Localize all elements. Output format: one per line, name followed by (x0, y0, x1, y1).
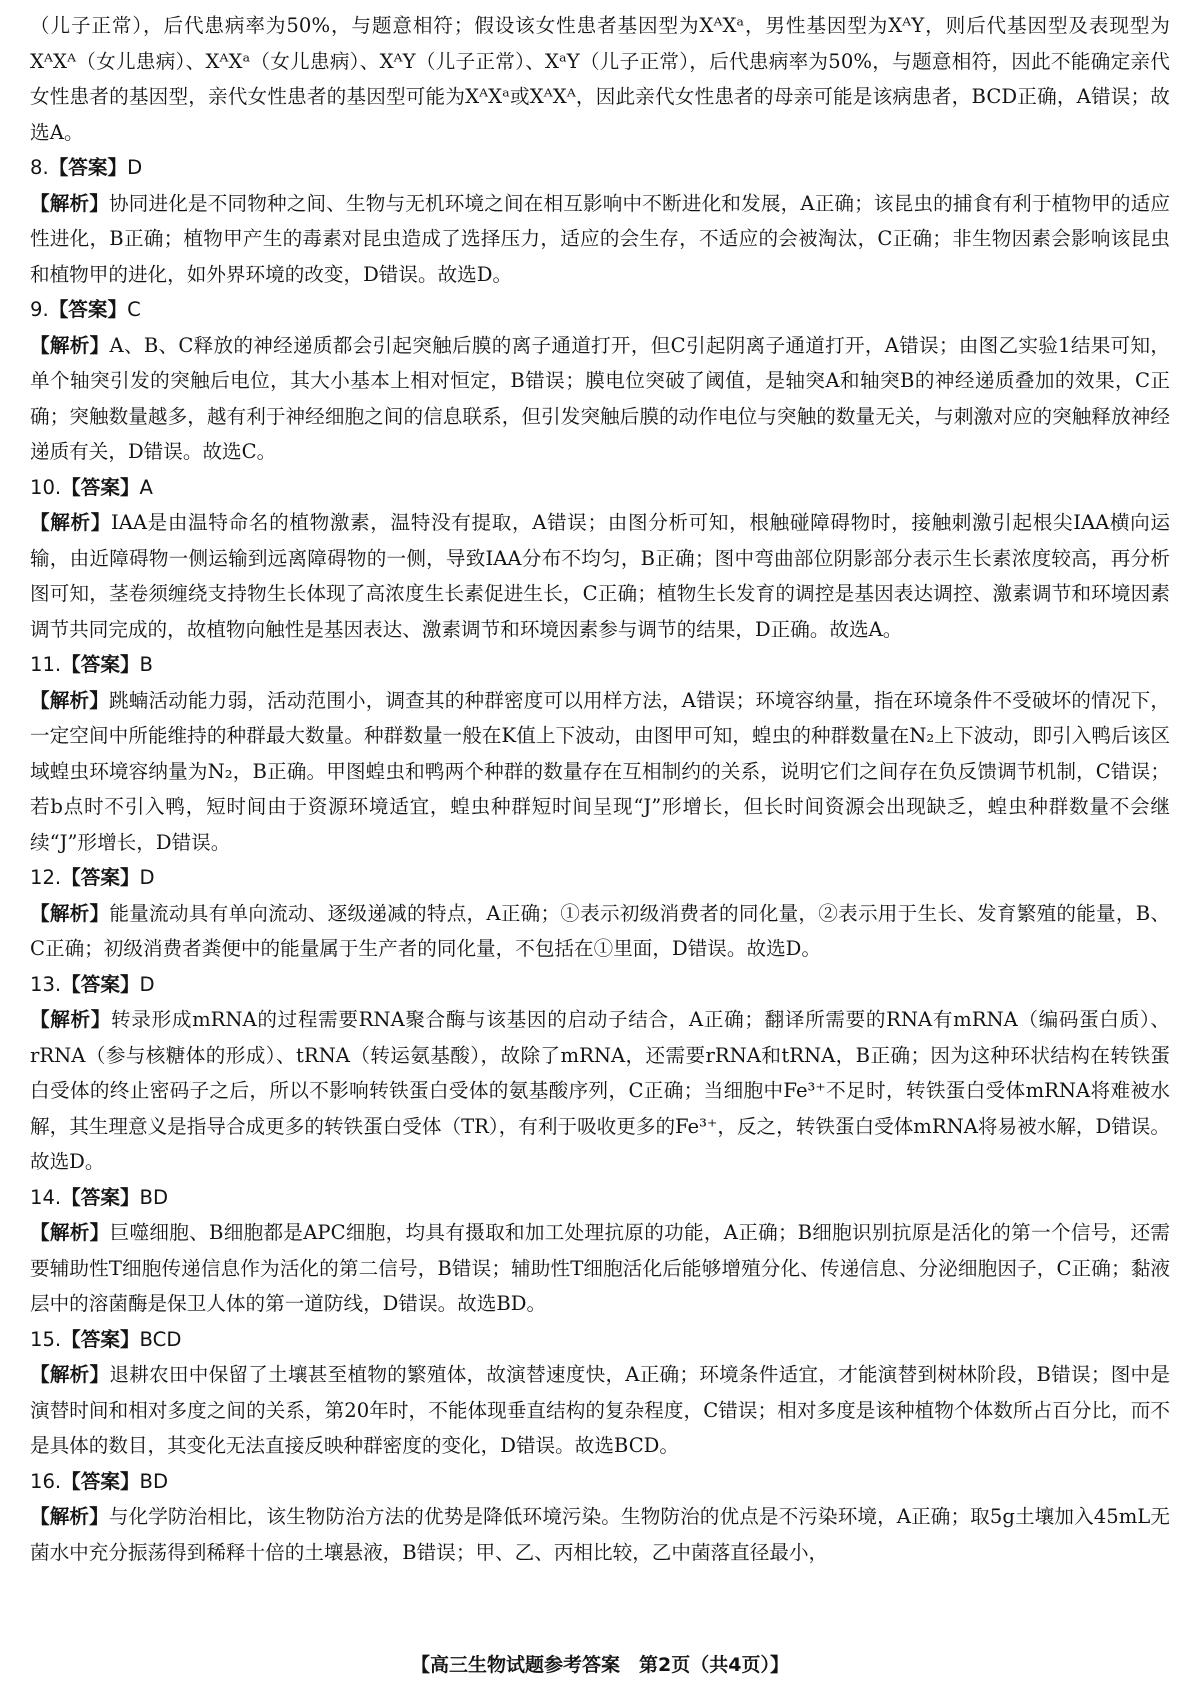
explanation-paragraph (30, 1002, 1170, 1180)
question-block (30, 1464, 1170, 1571)
explanation-tag: 【解析】 (30, 191, 110, 215)
answer-value: BD (139, 1469, 169, 1493)
explanation-tag: 【解析】 (30, 511, 111, 534)
answer-tag: 【答案】 (61, 1469, 140, 1493)
explanation-text: 协同进化是不同物种之间、生物与无机环境之间在相互影响中不断进化和发展，A正确；该昆虫的捕食有利于植物甲的适应性进化，B正确；植物甲产生的毒素对昆虫造成了选择压力，适应的会生存，不适应的会被淘汰，C正确；非生物因素会影响该昆虫和植物甲的进化，如外界环境的改变，D错误。故选D。 (30, 191, 1171, 286)
answer-value: D (139, 866, 155, 889)
explanation-tag: 【解析】 (30, 1363, 110, 1386)
answer-tag: 【答案】 (61, 972, 140, 996)
explanation-text: 能量流动具有单向流动、逐级递减的特点，A正确；①表示初级消费者的同化量，②表示用于生长、发育繁殖的能量，B、C正确；初级消费者粪便中的能量属于生产者的同化量，不包括在①里面，D错误。故选D。 (30, 901, 1170, 960)
answer-tag: 【答案】 (48, 298, 128, 321)
explanation-text: 退耕农田中保留了土壤甚至植物的繁殖体，故演替速度快，A正确；环境条件适宜，才能演替到树林阶段，B错误；图中是演替时间和相对多度之间的关系，第20年时，不能体现垂直结构的复杂程度，C错误；相对多度是该种植物个体数所占百分比，而不是具体的数目，其变化无法直接反映种群密度的变化，D错误。故选BCD。 (30, 1363, 1170, 1457)
explanation-paragraph (30, 1215, 1170, 1322)
explanation-text: IAA是由温特命名的植物激素，温特没有提取，A错误；由图分析可知，根触碰障碍物时，接触刺激引起根尖IAA横向运输，由近障碍物一侧运输到远离障碍物的一侧，导致IAA分布不均匀，B正确；图中弯曲部位阴影部分表示生长素浓度较高，再分析图可知，茎卷须缠绕支持物生长体现了高浓度生长素促进生长，C正确；植物生长发育的调控是基因表达调控、激素调节和环境因素调节共同完成的，故植物向触性是基因表达、激素调节和环境因素参与调节的结果，D正确。故选A。 (30, 511, 1171, 641)
question-number: 11. (30, 653, 62, 676)
answer-value: A (139, 475, 153, 499)
explanation-tag: 【解析】 (30, 333, 110, 357)
answer-line (30, 1180, 1170, 1216)
question-block (30, 1180, 1170, 1322)
explanation-paragraph (30, 1357, 1170, 1464)
question-block (30, 150, 1170, 292)
explanation-text: 与化学防治相比，该生物防治方法的优势是降低环境污染。生物防治的优点是不污染环境，A正确；取5g土壤加入45mL无菌水中充分振荡得到稀释十倍的土壤悬液，B错误；甲、乙、丙相比较，乙中菌落直径最小， (30, 1505, 1171, 1564)
question-list (30, 150, 1170, 1570)
answer-tag: 【答案】 (61, 1327, 140, 1351)
answer-tag: 【答案】 (61, 866, 140, 889)
explanation-paragraph (30, 186, 1170, 293)
question-number: 14. (30, 1185, 62, 1209)
question-number: 8. (30, 156, 49, 179)
explanation-tag: 【解析】 (30, 901, 110, 925)
question-block (30, 292, 1170, 470)
question-block (30, 1322, 1170, 1464)
question-number: 13. (30, 972, 62, 996)
question-number: 10. (30, 475, 62, 499)
answer-value: B (139, 653, 153, 676)
explanation-tag: 【解析】 (30, 1505, 109, 1528)
question-number: 12. (30, 866, 62, 889)
answer-line (30, 292, 1170, 328)
answer-line (30, 647, 1170, 683)
explanation-paragraph (30, 896, 1170, 967)
intro-paragraph: （儿子正常），后代患病率为50%，与题意相符；假设该女性患者基因型为XᴬXᵃ，男性基因型为XᴬY，则后代基因型及表现型为XᴬXᴬ（女儿患病）、XᴬXᵃ（女儿患病）、XᴬY（儿子正常）、XᵃY（儿子正常），后代患病率为50%，与题意相符，因此不能确定亲代女性患者的基因型，亲代女性患者的基因型可能为XᴬXᵃ或XᴬXᴬ，因此亲代女性患者的母亲可能是该病患者，BCD正确，A错误；故选A。 (30, 14, 1170, 144)
answer-line (30, 150, 1170, 186)
answer-tag: 【答案】 (48, 156, 128, 179)
explanation-tag: 【解析】 (30, 1008, 112, 1031)
explanation-tag: 【解析】 (30, 688, 110, 712)
explanation-paragraph (30, 1499, 1170, 1570)
answer-value: BD (139, 1185, 169, 1209)
explanation-paragraph (30, 683, 1170, 861)
explanation-text: 转录形成mRNA的过程需要RNA聚合酶与该基因的启动子结合，A正确；翻译所需要的RNA有mRNA（编码蛋白质）、rRNA（参与核糖体的形成）、tRNA（转运氨基酸），故除了mRNA，还需要rRNA和tRNA，B正确；因为这种环状结构在转铁蛋白受体的终止密码子之后，所以不影响转铁蛋白受体的氨基酸序列，C正确；当细胞中Fe³⁺不足时，转铁蛋白受体mRNA将难被水解，其生理意义是指导合成更多的转铁蛋白受体（TR），有利于吸收更多的Fe³⁺，反之，转铁蛋白受体mRNA将易被水解，D错误。故选D。 (30, 1008, 1171, 1173)
answer-tag: 【答案】 (61, 653, 140, 676)
answer-line (30, 1464, 1170, 1500)
explanation-paragraph (30, 505, 1170, 647)
explanation-text: A、B、C释放的神经递质都会引起突触后膜的离子通道打开，但C引起阴离子通道打开，A错误；由图乙实验1结果可知，单个轴突引发的突触后电位，其大小基本上相对恒定，B错误；膜电位突破了阈值，是轴突A和轴突B的神经递质叠加的效果，C正确；突触数量越多，越有利于神经细胞之间的信息联系，但引发突触后膜的动作电位与突触的数量无关，与刺激对应的突触释放神经递质有关，D错误。故选C。 (30, 333, 1171, 463)
answer-tag: 【答案】 (61, 475, 140, 499)
explanation-tag: 【解析】 (30, 1221, 110, 1244)
question-block (30, 647, 1170, 860)
answer-tag: 【答案】 (61, 1185, 140, 1209)
question-block (30, 860, 1170, 967)
explanation-text: 巨噬细胞、B细胞都是APC细胞，均具有摄取和加工处理抗原的功能，A正确；B细胞识别抗原是活化的第一个信号，还需要辅助性T细胞传递信息作为活化的第二信号，B错误；辅助性T细胞活化后能够增殖分化、传递信息、分泌细胞因子，C正确；黏液层中的溶菌酶是保卫人体的第一道防线，D错误。故选BD。 (30, 1221, 1170, 1315)
answer-value: D (139, 972, 155, 996)
question-number: 16. (30, 1469, 62, 1493)
question-number: 9. (30, 298, 49, 321)
question-number: 15. (30, 1327, 62, 1351)
answer-line (30, 470, 1170, 506)
answer-value: D (127, 156, 143, 179)
answer-value: C (127, 298, 141, 321)
explanation-paragraph (30, 328, 1170, 470)
answer-line (30, 860, 1170, 896)
question-block (30, 967, 1170, 1180)
answer-line (30, 1322, 1170, 1358)
answer-value: BCD (139, 1327, 182, 1351)
question-block (30, 470, 1170, 648)
explanation-text: 跳蝻活动能力弱，活动范围小，调查其的种群密度可以用样方法，A错误；环境容纳量，指在环境条件不受破坏的情况下，一定空间中所能维持的种群最大数量。种群数量一般在K值上下波动，由图甲可知，蝗虫的种群数量在N₂上下波动，即引入鸭后该区域蝗虫环境容纳量为N₂，B正确。甲图蝗虫和鸭两个种群的数量存在互相制约的关系，说明它们之间存在负反馈调节机制，C错误；若b点时不引入鸭，短时间由于资源环境适宜，蝗虫种群短时间呈现“J”形增长，但长时间资源会出现缺乏，蝗虫种群数量不会继续“J”形增长，D错误。 (30, 688, 1171, 854)
answer-line (30, 967, 1170, 1003)
page-footer: 【高三生物试题参考答案 第2页（共4页）】 (411, 1654, 789, 1676)
